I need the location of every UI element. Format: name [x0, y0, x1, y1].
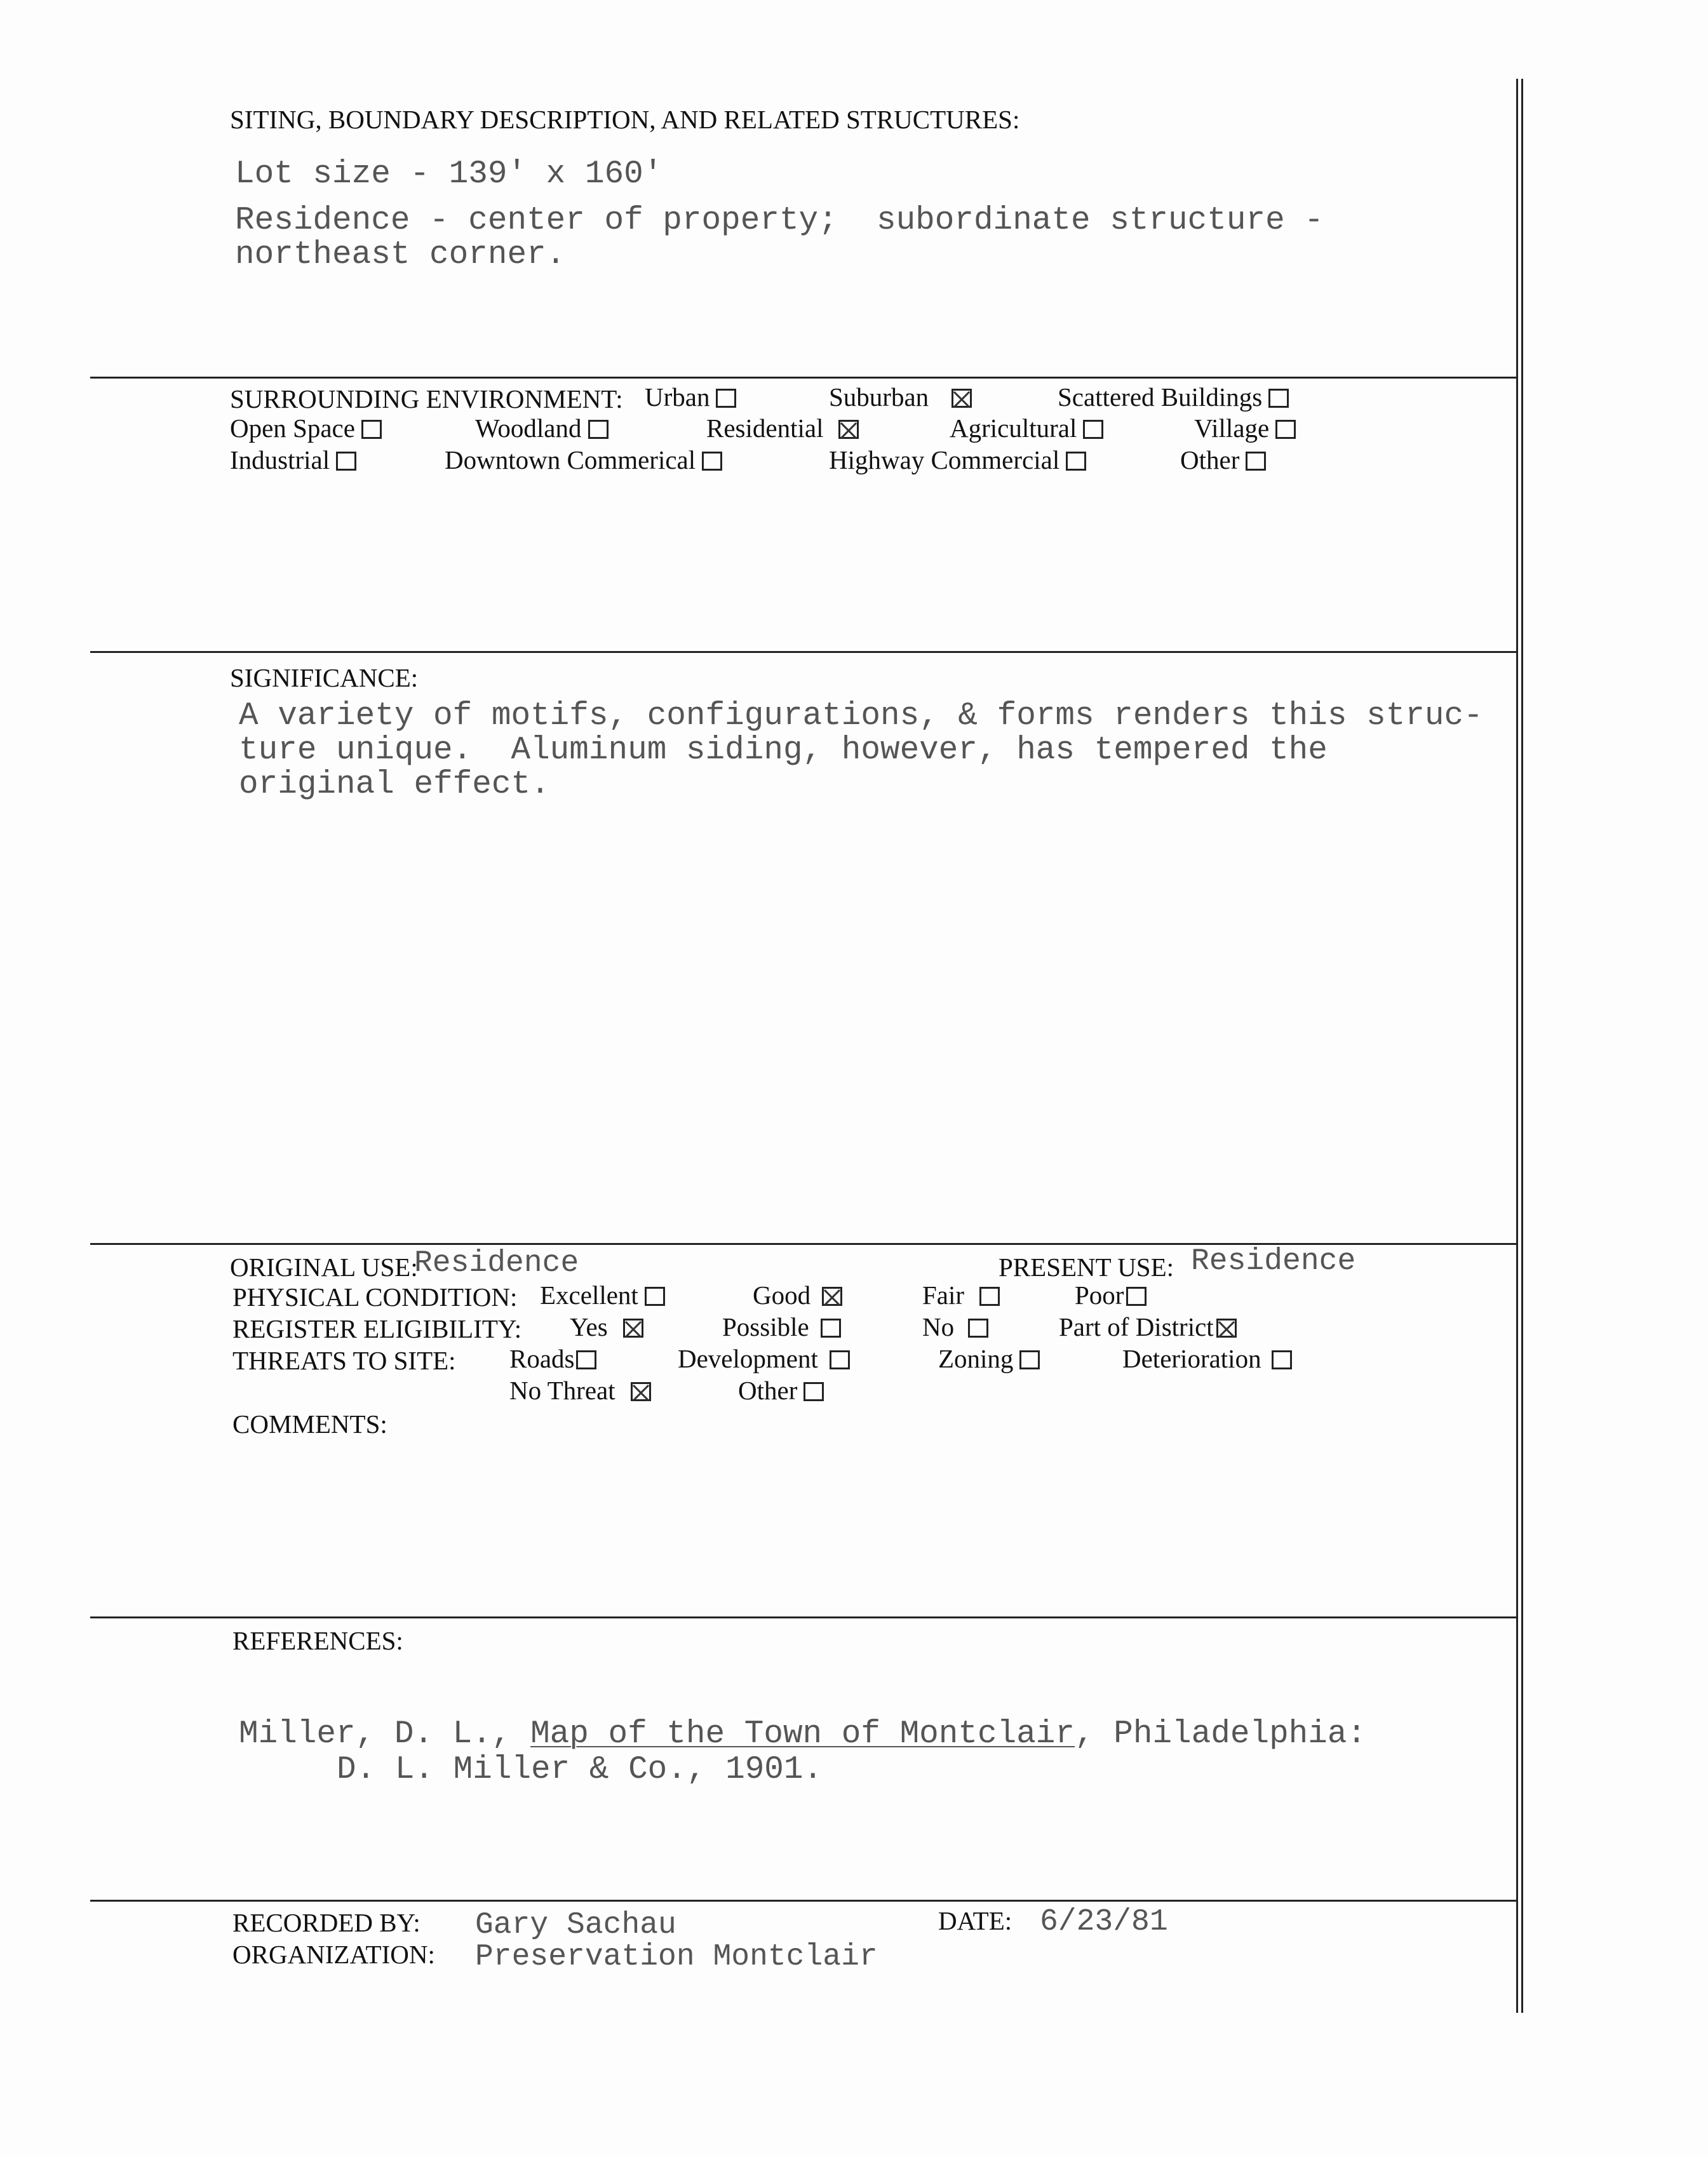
option-label: Downtown Commerical — [445, 445, 696, 474]
checkbox[interactable] — [588, 420, 609, 439]
option-no-threat[interactable] — [509, 1375, 651, 1406]
option-label: Urban — [645, 382, 710, 412]
checkbox[interactable] — [1272, 1350, 1292, 1369]
option-other[interactable] — [1180, 445, 1266, 475]
organization-value: Preservation Montclair — [475, 1940, 878, 1974]
significance-line-3: original effect. — [239, 767, 550, 803]
option-label: Village — [1194, 413, 1270, 443]
checkbox[interactable] — [1083, 420, 1103, 439]
option-label: No Threat — [509, 1376, 615, 1405]
checkbox[interactable] — [716, 389, 736, 408]
option-fair[interactable] — [922, 1280, 1000, 1310]
option-label: Part of District — [1059, 1312, 1214, 1341]
date-label: DATE: — [938, 1906, 1012, 1935]
option-no[interactable] — [922, 1312, 988, 1342]
siting-heading: SITING, BOUNDARY DESCRIPTION, AND RELATED STRUCTURES: — [230, 105, 1020, 134]
option-label: Residential — [706, 413, 824, 443]
checkbox[interactable] — [1246, 452, 1266, 471]
checkbox[interactable] — [968, 1319, 988, 1338]
checkbox[interactable] — [645, 1287, 665, 1306]
option-suburban[interactable] — [829, 382, 972, 412]
reference-title: Map of the Town of Montclair — [530, 1716, 1075, 1752]
option-label: Scattered Buildings — [1058, 382, 1263, 412]
significance-line-1: A variety of motifs, configurations, & forms renders this struc- — [239, 698, 1483, 734]
right-border-line — [1516, 79, 1518, 2013]
option-label: Possible — [722, 1312, 809, 1341]
option-label: Agricultural — [950, 413, 1077, 443]
option-scattered-buildings[interactable] — [1058, 382, 1289, 412]
option-label: Good — [753, 1280, 811, 1310]
register-eligibility-label: REGISTER ELIGIBILITY: — [232, 1314, 522, 1343]
option-industrial[interactable] — [230, 445, 356, 475]
references-heading: REFERENCES: — [232, 1626, 403, 1655]
comments-label: COMMENTS: — [232, 1409, 387, 1439]
option-label: Open Space — [230, 413, 355, 443]
reference-line-1 — [239, 1717, 1366, 1752]
significance-line-2: ture unique. Aluminum siding, however, has tempered the — [239, 732, 1328, 769]
checkbox-checked[interactable] — [623, 1319, 643, 1338]
checkbox[interactable] — [361, 420, 382, 439]
significance-heading: SIGNIFICANCE: — [230, 663, 419, 692]
reference-line-2: D. L. Miller & Co., 1901. — [337, 1752, 823, 1788]
option-good[interactable] — [753, 1280, 842, 1310]
present-use-value: Residence — [1191, 1244, 1356, 1279]
reference-place: , Philadelphia: — [1075, 1716, 1367, 1752]
siting-line-2: Residence - center of property; subordinate structure - — [235, 203, 1324, 239]
checkbox[interactable] — [821, 1319, 841, 1338]
option-label: Zoning — [938, 1344, 1014, 1373]
checkbox[interactable] — [336, 452, 356, 471]
physical-condition-label: PHYSICAL CONDITION: — [232, 1282, 518, 1312]
checkbox[interactable] — [830, 1350, 850, 1369]
option-possible[interactable] — [722, 1312, 841, 1342]
original-use-value: Residence — [414, 1246, 579, 1280]
checkbox[interactable] — [1126, 1287, 1147, 1306]
option-label: Industrial — [230, 445, 330, 474]
option-label: Excellent — [540, 1280, 638, 1310]
checkbox[interactable] — [1019, 1350, 1040, 1369]
siting-line-1: Lot size - 139' x 160' — [235, 156, 663, 192]
option-urban[interactable] — [645, 382, 736, 412]
checkbox[interactable] — [979, 1287, 1000, 1306]
organization-label: ORGANIZATION: — [232, 1940, 435, 1969]
option-roads[interactable] — [509, 1343, 596, 1374]
option-downtown-commercial[interactable] — [445, 445, 722, 475]
option-label: Other — [738, 1376, 798, 1405]
option-label: Deterioration — [1122, 1344, 1261, 1373]
section-divider — [90, 1900, 1516, 1902]
checkbox[interactable] — [1275, 420, 1296, 439]
checkbox[interactable] — [1066, 452, 1086, 471]
option-label: Roads — [509, 1344, 575, 1373]
option-label: Highway Commercial — [829, 445, 1060, 474]
present-use-label: PRESENT USE: — [999, 1253, 1174, 1282]
checkbox[interactable] — [576, 1350, 596, 1369]
option-village[interactable] — [1194, 413, 1296, 443]
reference-author: Miller, D. L., — [239, 1716, 531, 1752]
option-excellent[interactable] — [540, 1280, 665, 1310]
option-label: Development — [678, 1344, 818, 1373]
option-threat-other[interactable] — [738, 1375, 824, 1406]
option-agricultural[interactable] — [950, 413, 1103, 443]
option-highway-commercial[interactable] — [829, 445, 1086, 475]
option-woodland[interactable] — [475, 413, 609, 443]
environment-heading: SURROUNDING ENVIRONMENT: — [230, 384, 623, 413]
option-label: Suburban — [829, 382, 929, 412]
option-zoning[interactable] — [938, 1343, 1040, 1374]
option-development[interactable] — [678, 1343, 850, 1374]
option-residential[interactable] — [706, 413, 859, 443]
option-open-space[interactable] — [230, 413, 382, 443]
option-label: Poor — [1075, 1280, 1124, 1310]
checkbox[interactable] — [1268, 389, 1289, 408]
right-border-line-inner — [1521, 79, 1523, 2013]
original-use-label: ORIGINAL USE: — [230, 1253, 418, 1282]
option-label: Yes — [570, 1312, 608, 1341]
checkbox-checked[interactable] — [1216, 1319, 1237, 1338]
checkbox-checked[interactable] — [952, 389, 972, 408]
section-divider — [90, 651, 1516, 653]
option-label: No — [922, 1312, 955, 1341]
date-value: 6/23/81 — [1040, 1905, 1168, 1939]
siting-line-3: northeast corner. — [235, 237, 566, 273]
option-yes[interactable] — [570, 1312, 643, 1342]
checkbox-checked[interactable] — [822, 1287, 842, 1306]
recorded-by-label: RECORDED BY: — [232, 1908, 420, 1937]
checkbox[interactable] — [804, 1382, 824, 1401]
section-divider — [90, 1616, 1516, 1618]
option-label: Woodland — [475, 413, 582, 443]
option-deterioration[interactable] — [1122, 1343, 1292, 1374]
section-divider — [90, 377, 1516, 379]
option-label: Fair — [922, 1280, 965, 1310]
option-part-of-district[interactable] — [1059, 1312, 1237, 1342]
threats-label: THREATS TO SITE: — [232, 1346, 456, 1375]
option-poor[interactable] — [1075, 1280, 1147, 1310]
checkbox-checked[interactable] — [838, 420, 859, 439]
recorded-by-value: Gary Sachau — [475, 1908, 676, 1942]
checkbox-checked[interactable] — [631, 1382, 651, 1401]
option-label: Other — [1180, 445, 1240, 474]
checkbox[interactable] — [702, 452, 722, 471]
